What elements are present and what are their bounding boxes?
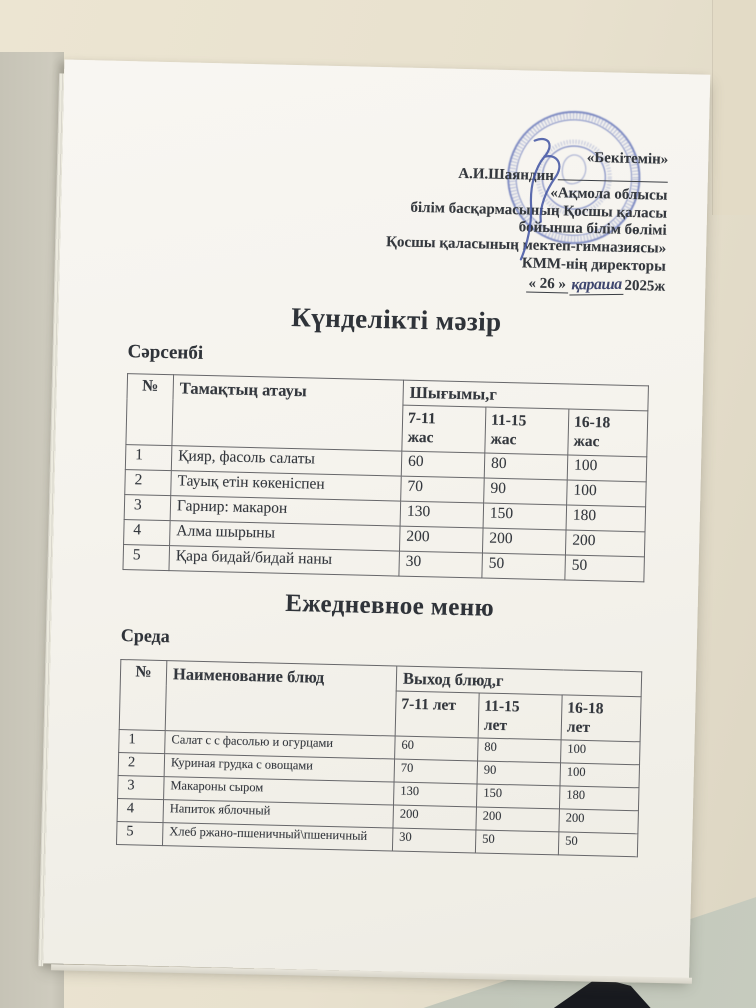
cell-portion: 100 xyxy=(567,479,647,506)
approval-line: Қосшы қаласының мектеп-гимназиясы» xyxy=(385,234,667,257)
cell-portion: 180 xyxy=(566,504,646,531)
director-signature xyxy=(488,132,581,274)
approval-block xyxy=(129,61,670,296)
date-year: 2025ж xyxy=(624,277,666,295)
header-no: № xyxy=(126,373,174,445)
kazakh-menu-table xyxy=(122,373,648,582)
menu-document-page xyxy=(43,60,710,979)
cell-dish: Куриная грудка с овощами xyxy=(164,754,394,782)
cell-portion: 100 xyxy=(567,455,647,482)
approval-line: КММ-нің директоры xyxy=(521,254,666,275)
approval-line: «Ақмола облысы xyxy=(550,185,668,204)
russian-day-label: Среда xyxy=(120,624,171,646)
cell-portion: 100 xyxy=(561,740,641,765)
cell-portion: 60 xyxy=(401,451,485,478)
cell-portion: 150 xyxy=(483,503,567,530)
cell-portion: 180 xyxy=(559,786,639,811)
cell-portion: 70 xyxy=(394,759,478,784)
russian-menu-table xyxy=(116,659,642,858)
cell-no: 5 xyxy=(116,822,163,846)
header-yield: Шығымы,г xyxy=(403,380,649,411)
cell-no: 2 xyxy=(125,469,172,495)
kazakh-menu-title: Күнделікті мәзір xyxy=(291,301,502,337)
approval-line: «Бекітемін» xyxy=(586,149,669,168)
cell-dish: Салат с с фасолью и огурцами xyxy=(165,731,395,759)
cell-portion: 50 xyxy=(475,830,559,855)
date-day: « 26 » xyxy=(526,276,568,294)
cell-portion: 90 xyxy=(484,478,568,505)
approval-line: бойынша білім бөлімі xyxy=(518,219,667,240)
cell-dish: Хлеб ржано-пшеничный\пшеничный xyxy=(162,823,392,851)
age-column-header: 16-18 жас xyxy=(568,409,648,457)
cell-no: 1 xyxy=(119,730,166,754)
cell-portion: 60 xyxy=(395,736,479,761)
cell-portion: 80 xyxy=(478,738,562,763)
cell-portion: 200 xyxy=(400,526,484,553)
header-no: № xyxy=(119,659,167,731)
cell-dish: Тауық етін көкеніспен xyxy=(171,470,402,500)
cell-portion: 30 xyxy=(392,828,476,853)
table-header-row xyxy=(120,659,641,696)
cell-portion: 80 xyxy=(484,453,568,480)
cell-dish: Алма шырыны xyxy=(170,520,401,550)
cell-portion: 130 xyxy=(400,501,484,528)
cell-portion: 70 xyxy=(401,476,485,503)
cell-portion: 50 xyxy=(565,554,645,581)
cell-no: 1 xyxy=(125,444,172,470)
cell-portion: 30 xyxy=(399,551,483,578)
header-yield: Выход блюд,г xyxy=(396,666,642,697)
document-content xyxy=(116,61,670,858)
background-wall-corner xyxy=(712,0,756,215)
handwritten-month: қараша xyxy=(569,276,624,295)
cell-dish: Гарнир: макарон xyxy=(170,495,401,525)
cell-portion: 200 xyxy=(393,805,477,830)
cell-no: 2 xyxy=(118,753,165,777)
cell-no: 4 xyxy=(117,799,164,823)
cell-dish: Макароны сыром xyxy=(164,777,394,805)
cell-dish: Напиток яблочный xyxy=(163,800,393,828)
cell-dish: Қара бидай/бидай наны xyxy=(169,545,400,575)
age-column-header: 11-15 жас xyxy=(485,407,569,455)
cell-dish: Қияр, фасоль салаты xyxy=(171,445,402,475)
russian-menu-title: Ежедневное меню xyxy=(285,589,495,622)
header-dish: Тамақтың атауы xyxy=(172,374,404,450)
cell-portion: 90 xyxy=(477,761,561,786)
age-column-header: 7-11 жас xyxy=(402,405,486,453)
kazakh-day-label: Сәрсенбі xyxy=(127,340,204,364)
table-header-row xyxy=(127,373,648,410)
cell-no: 3 xyxy=(124,494,171,520)
header-dish: Наименование блюд xyxy=(165,660,397,736)
age-column-header: 11-15 лет xyxy=(478,692,562,740)
cell-no: 5 xyxy=(123,544,170,570)
cell-portion: 200 xyxy=(565,529,645,556)
cell-portion: 200 xyxy=(559,809,639,834)
cell-portion: 130 xyxy=(393,782,477,807)
approval-line: білім басқармасының Қосшы қаласы xyxy=(410,199,668,222)
age-column-header: 16-18 лет xyxy=(561,694,641,742)
cell-portion: 50 xyxy=(558,832,638,857)
director-name: А.И.Шаяндин xyxy=(458,165,555,184)
cell-no: 3 xyxy=(118,776,165,800)
cell-no: 4 xyxy=(124,519,171,545)
cell-portion: 50 xyxy=(482,553,566,580)
cell-portion: 200 xyxy=(476,807,560,832)
cell-portion: 150 xyxy=(476,784,560,809)
cell-portion: 100 xyxy=(560,763,640,788)
cell-portion: 200 xyxy=(482,528,566,555)
age-column-header: 7-11 лет xyxy=(395,691,479,739)
